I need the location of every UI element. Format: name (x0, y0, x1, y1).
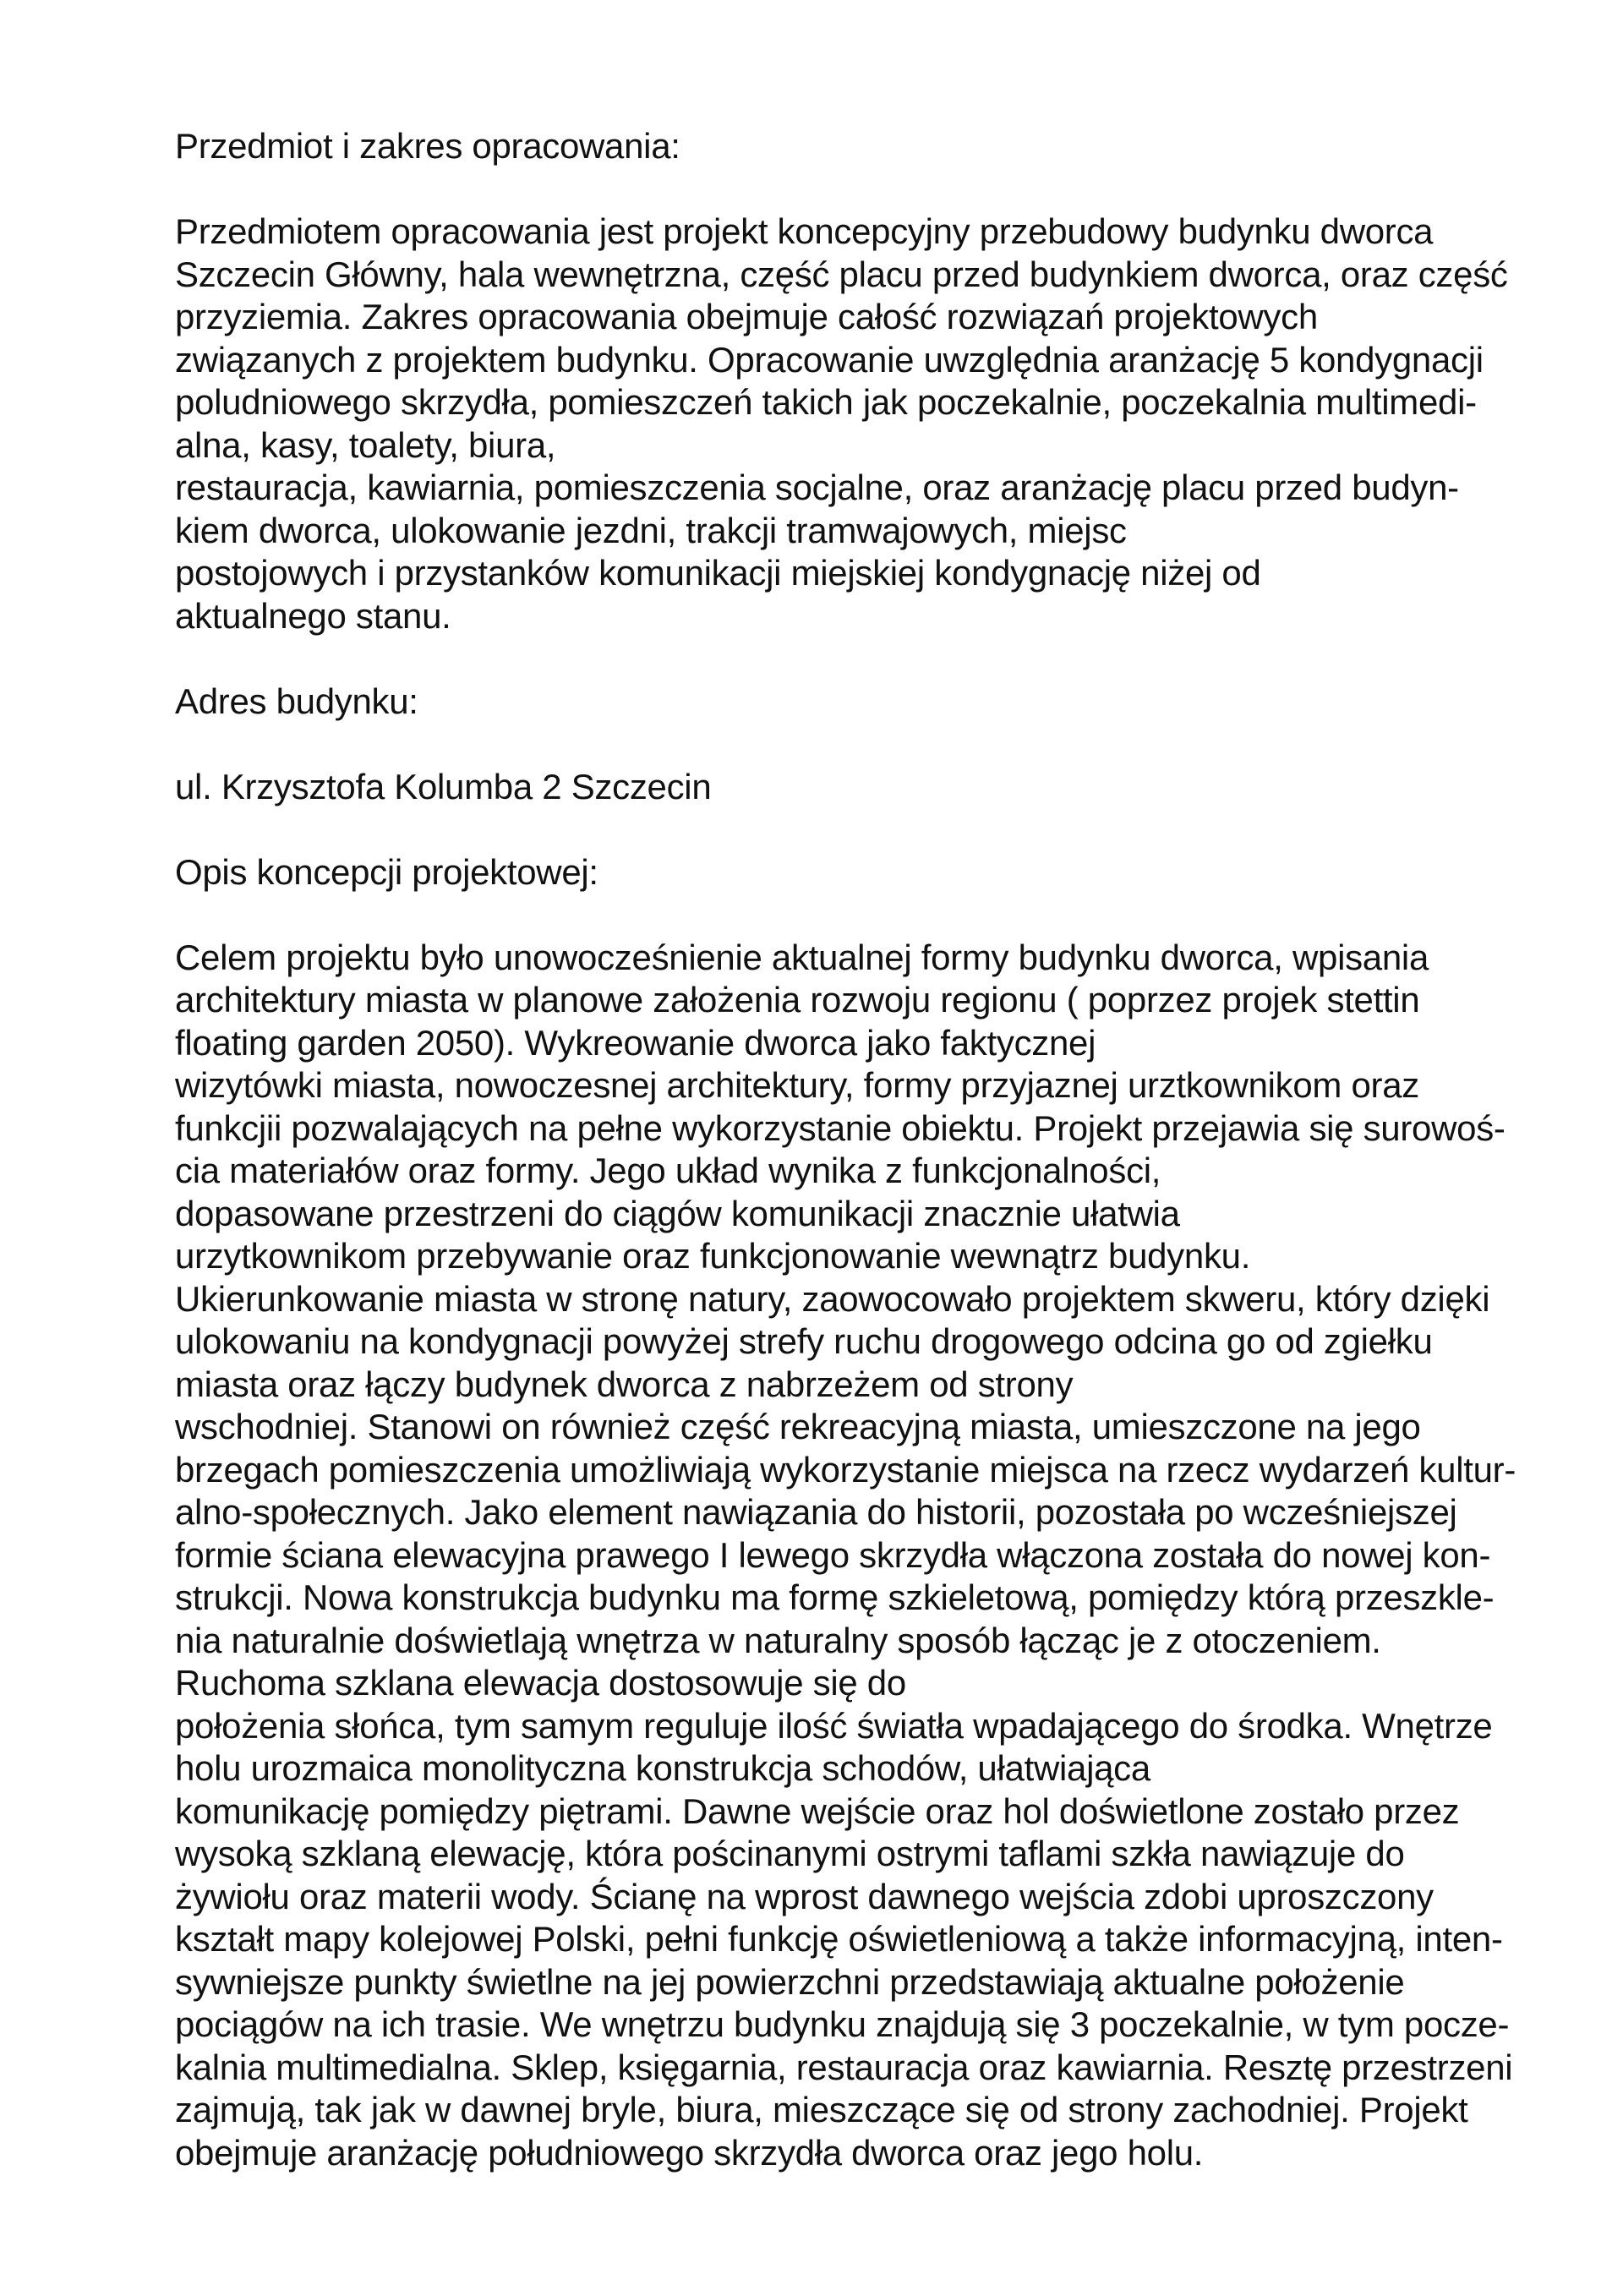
paragraph-line: sywniejsze punkty świetlne na jej powierzchni przedstawiają aktualne położenie (175, 1961, 1405, 2002)
paragraph-line: poludniowego skrzydła, pomieszczeń takich jak poczekalnie, poczekalnia multimedi- (175, 382, 1477, 422)
paragraph-line: wysoką szklaną elewację, która pościnanymi ostrymi taflami szkła nawiązuje do (175, 1834, 1405, 1873)
paragraph-line: nia naturalnie doświetlają wnętrza w naturalny sposób łącząc je z otoczeniem. (175, 1620, 1381, 1660)
paragraph-line: kształt mapy kolejowej Polski, pełni funkcję oświetleniową a także informacyjną, inten- (175, 1919, 1503, 1959)
paragraph-line: obejmuje aranżację południowego skrzydła dworca oraz jego holu. (175, 2132, 1204, 2173)
paragraph-line: kalnia multimedialna. Sklep, księgarnia, restauracja oraz kawiarnia. Resztę przestrzeni (175, 2047, 1513, 2087)
paragraph-line: komunikację pomiędzy piętrami. Dawne wejście oraz hol doświetlone zostało przez (175, 1790, 1460, 1831)
paragraph-line: alna, kasy, toalety, biura, (175, 424, 556, 465)
paragraph-line: formie ściana elewacyjna prawego I lewego skrzydła włączona została do nowej kon- (175, 1534, 1491, 1575)
paragraph-line: zajmują, tak jak w dawnej bryle, biura, mieszczące się od strony zachodniej. Projekt (175, 2090, 1468, 2129)
paragraph-line: brzegach pomieszczenia umożliwiają wykorzystanie miejsca na rzecz wydarzeń kultur- (175, 1449, 1516, 1490)
paragraph-line: położenia słońca, tym samym reguluje ilość światła wpadającego do środka. Wnętrze (175, 1705, 1493, 1746)
paragraph-line: Szczecin Główny, hala wewnętrzna, część placu przed budynkiem dworca, oraz część (175, 254, 1508, 294)
paragraph-line: związanych z projektem budynku. Opracowanie uwzględnia aranżację 5 kondygnacji (175, 339, 1484, 380)
paragraph-line: strukcji. Nowa konstrukcja budynku ma formę szkieletową, pomiędzy którą przeszkle- (175, 1577, 1495, 1617)
paragraph-line: wschodniej. Stanowi on również część rekreacyjną miasta, umieszczone na jego (175, 1407, 1421, 1446)
section-paragraph (175, 937, 1516, 2175)
paragraph-line: Przedmiotem opracowania jest projekt koncepcyjny przebudowy budynku dworca (175, 211, 1434, 251)
paragraph-line: żywiołu oraz materii wody. Ścianę na wprost dawnego wejścia zdobi uproszczony (175, 1876, 1434, 1916)
section-paragraph (175, 766, 1516, 809)
paragraph-line: funkcjii pozwalających na pełne wykorzystanie obiektu. Projekt przejawia się surowoś- (175, 1107, 1506, 1148)
section-paragraph (175, 210, 1516, 637)
paragraph-line: cia materiałów oraz formy. Jego układ wynika z funkcjonalności, (175, 1151, 1161, 1190)
paragraph-line: przyziemia. Zakres opracowania obejmuje całość rozwiązań projektowych (175, 297, 1318, 336)
paragraph-line: urzytkownikom przebywanie oraz funkcjonowanie wewnątrz budynku. (175, 1236, 1251, 1276)
section-heading: Adres budynku: (175, 681, 418, 721)
paragraph-line: floating garden 2050). Wykreowanie dworca jako faktycznej (175, 1022, 1096, 1063)
paragraph-line: alno-społecznych. Jako element nawiązania do historii, pozostała po wcześniejszej (175, 1492, 1457, 1532)
paragraph-line: postojowych i przystanków komunikacji miejskiej kondygnację niżej od (175, 553, 1261, 593)
paragraph-line: Ruchoma szklana elewacja dostosowuje się do (175, 1663, 906, 1703)
paragraph-line: restauracja, kawiarnia, pomieszczenia socjalne, oraz aranżację placu przed budyn- (175, 467, 1459, 507)
section-heading: Przedmiot i zakres opracowania: (175, 126, 680, 166)
paragraph-line: Ukierunkowanie miasta w stronę natury, zaowocowało projektem skweru, który dzięki (175, 1278, 1490, 1319)
paragraph-line: holu urozmaica monolityczna konstrukcja schodów, ułatwiająca (175, 1748, 1150, 1788)
paragraph-line: miasta oraz łączy budynek dworca z nabrzeżem od strony (175, 1364, 1074, 1404)
paragraph-line: ulokowaniu na kondygnacji powyżej strefy ruchu drogowego odcina go od zgiełku (175, 1321, 1433, 1361)
paragraph-line: aktualnego stanu. (175, 595, 451, 636)
section-heading: Opis koncepcji projektowej: (175, 851, 598, 892)
paragraph-line: wizytówki miasta, nowoczesnej architektury, formy przyjaznej urztkownikom oraz (175, 1065, 1419, 1105)
paragraph-line: pociągów na ich trasie. We wnętrzu budynku znajdują się 3 poczekalnie, w tym pocze- (175, 2004, 1510, 2044)
paragraph-line: architektury miasta w planowe założenia rozwoju regionu ( poprzez projek stettin (175, 980, 1420, 1020)
paragraph-line: Celem projektu było unowocześnienie aktualnej formy budynku dworca, wpisania (175, 937, 1429, 977)
paragraph-line: dopasowane przestrzeni do ciągów komunikacji znacznie ułatwia (175, 1193, 1180, 1233)
document-body (175, 125, 1516, 2217)
paragraph-line: ul. Krzysztofa Kolumba 2 Szczecin (175, 766, 712, 806)
paragraph-line: kiem dworca, ulokowanie jezdni, trakcji tramwajowych, miejsc (175, 510, 1127, 550)
